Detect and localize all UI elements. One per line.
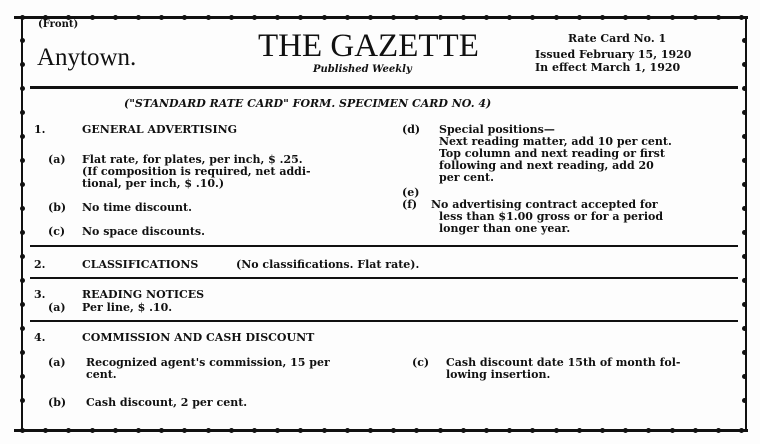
border-dot xyxy=(252,15,257,20)
border-dot xyxy=(716,428,721,433)
border-dot xyxy=(20,182,25,187)
item-text: Cash discount, 2 per cent. xyxy=(86,396,248,409)
border-dot xyxy=(20,350,25,355)
form-title: ("STANDARD RATE CARD" FORM. SPECIMEN CARD NO. 4) xyxy=(124,97,492,110)
border-dot xyxy=(20,302,25,307)
border-dot xyxy=(484,428,489,433)
newspaper-title: THE GAZETTE xyxy=(258,28,479,64)
border-dot xyxy=(670,428,675,433)
item-text: cent. xyxy=(86,368,117,381)
border-dot xyxy=(368,15,373,20)
section-divider xyxy=(30,245,738,247)
section-number: 3. xyxy=(34,288,46,301)
item-text: Flat rate, for plates, per inch, $ .25. xyxy=(82,153,303,166)
border-dot xyxy=(600,428,605,433)
item-label: (c) xyxy=(412,356,430,369)
border-dot xyxy=(206,428,211,433)
border-dot xyxy=(577,428,582,433)
border-dot xyxy=(554,428,559,433)
border-dot xyxy=(20,278,25,283)
border-dot xyxy=(742,374,747,379)
section-title-commission: COMMISSION AND CASH DISCOUNT xyxy=(82,331,315,344)
border-dot xyxy=(742,206,747,211)
item-text: Recognized agent's commission, 15 per xyxy=(86,356,330,369)
border-dot xyxy=(742,278,747,283)
border-dot xyxy=(20,38,25,43)
item-text: No time discount. xyxy=(82,201,192,214)
section-divider xyxy=(30,277,738,279)
border-dot xyxy=(20,62,25,67)
item-text: per cent. xyxy=(439,171,494,184)
border-dot xyxy=(20,110,25,115)
item-text: Per line, $ .10. xyxy=(82,301,173,314)
border-dot xyxy=(693,15,698,20)
border-dot xyxy=(252,428,257,433)
item-text: Next reading matter, add 10 per cent. xyxy=(439,135,672,148)
border-dot xyxy=(742,398,747,403)
border-dot xyxy=(577,15,582,20)
border-dot xyxy=(345,428,350,433)
item-text: longer than one year. xyxy=(439,222,571,235)
border-dot xyxy=(693,428,698,433)
border-dot xyxy=(90,428,95,433)
border-dot xyxy=(298,428,303,433)
border-dot xyxy=(20,230,25,235)
effect-date: In effect March 1, 1920 xyxy=(535,61,681,74)
border-dot xyxy=(484,15,489,20)
section-number: 2. xyxy=(34,258,46,271)
border-dot xyxy=(716,15,721,20)
border-dot xyxy=(229,15,234,20)
item-label: (b) xyxy=(48,396,67,409)
published-weekly: Published Weekly xyxy=(313,64,412,75)
border-dot xyxy=(742,110,747,115)
border-dot xyxy=(742,302,747,307)
border-dot xyxy=(368,428,373,433)
item-text: lowing insertion. xyxy=(446,368,551,381)
border-dot xyxy=(136,15,141,20)
border-dot xyxy=(113,15,118,20)
border-dot xyxy=(507,428,512,433)
border-dot xyxy=(159,428,164,433)
bottom-dotted-border xyxy=(14,429,748,432)
border-dot xyxy=(113,428,118,433)
border-dot xyxy=(20,326,25,331)
border-dot xyxy=(229,428,234,433)
border-dot xyxy=(438,428,443,433)
item-label: (a) xyxy=(48,153,66,166)
border-dot xyxy=(275,428,280,433)
border-dot xyxy=(742,158,747,163)
border-dot xyxy=(742,134,747,139)
item-label: (a) xyxy=(48,356,66,369)
border-dot xyxy=(182,428,187,433)
top-dotted-border xyxy=(14,16,748,19)
item-label: (c) xyxy=(48,225,66,238)
border-dot xyxy=(391,428,396,433)
border-dot xyxy=(20,254,25,259)
border-dot xyxy=(742,350,747,355)
border-dot xyxy=(345,15,350,20)
border-dot xyxy=(90,15,95,20)
header-divider xyxy=(30,86,738,89)
border-dot xyxy=(739,428,744,433)
item-text: following and next reading, add 20 xyxy=(439,159,654,172)
border-dot xyxy=(66,428,71,433)
item-text: (If composition is required, net addi- xyxy=(82,165,311,178)
border-dot xyxy=(20,158,25,163)
border-dot xyxy=(742,254,747,259)
border-dot xyxy=(742,326,747,331)
border-dot xyxy=(623,428,628,433)
border-dot xyxy=(20,374,25,379)
border-dot xyxy=(554,15,559,20)
border-dot xyxy=(438,15,443,20)
item-text: No advertising contract accepted for xyxy=(431,198,658,211)
issued-date: Issued February 15, 1920 xyxy=(535,48,692,61)
item-label: (e) xyxy=(402,186,420,199)
item-text: No space discounts. xyxy=(82,225,205,238)
border-dot xyxy=(43,428,48,433)
border-dot xyxy=(20,86,25,91)
item-label: (b) xyxy=(48,201,67,214)
border-dot xyxy=(206,15,211,20)
border-dot xyxy=(20,428,25,433)
section-title-classifications: CLASSIFICATIONS xyxy=(82,258,199,271)
item-text: Special positions— xyxy=(439,123,555,136)
item-label: (a) xyxy=(48,301,66,314)
section-title-general-advertising: GENERAL ADVERTISING xyxy=(82,123,238,136)
border-dot xyxy=(20,398,25,403)
town-name: Anytown. xyxy=(37,44,137,71)
border-dot xyxy=(20,15,25,20)
rate-card-number: Rate Card No. 1 xyxy=(568,32,667,45)
border-dot xyxy=(530,428,535,433)
border-dot xyxy=(322,428,327,433)
border-dot xyxy=(461,15,466,20)
item-text: tional, per inch, $ .10.) xyxy=(82,177,225,190)
border-dot xyxy=(742,182,747,187)
border-dot xyxy=(322,15,327,20)
border-dot xyxy=(670,15,675,20)
border-dot xyxy=(600,15,605,20)
section-title-reading-notices: READING NOTICES xyxy=(82,288,205,301)
section-divider xyxy=(30,320,738,322)
item-label: (d) xyxy=(402,123,421,136)
border-dot xyxy=(742,86,747,91)
border-dot xyxy=(742,62,747,67)
border-dot xyxy=(742,230,747,235)
border-dot xyxy=(414,428,419,433)
border-dot xyxy=(742,38,747,43)
item-text: Top column and next reading or first xyxy=(439,147,665,160)
item-label: (f) xyxy=(402,198,418,211)
border-dot xyxy=(646,428,651,433)
section-note: (No classifications. Flat rate). xyxy=(236,258,420,271)
border-dot xyxy=(20,206,25,211)
section-number: 4. xyxy=(34,331,46,344)
item-text: less than $1.00 gross or for a period xyxy=(439,210,664,223)
border-dot xyxy=(461,428,466,433)
section-number: 1. xyxy=(34,123,46,136)
item-text: Cash discount date 15th of month fol- xyxy=(446,356,681,369)
border-dot xyxy=(136,428,141,433)
border-dot xyxy=(20,134,25,139)
front-label: (Front) xyxy=(38,19,79,30)
